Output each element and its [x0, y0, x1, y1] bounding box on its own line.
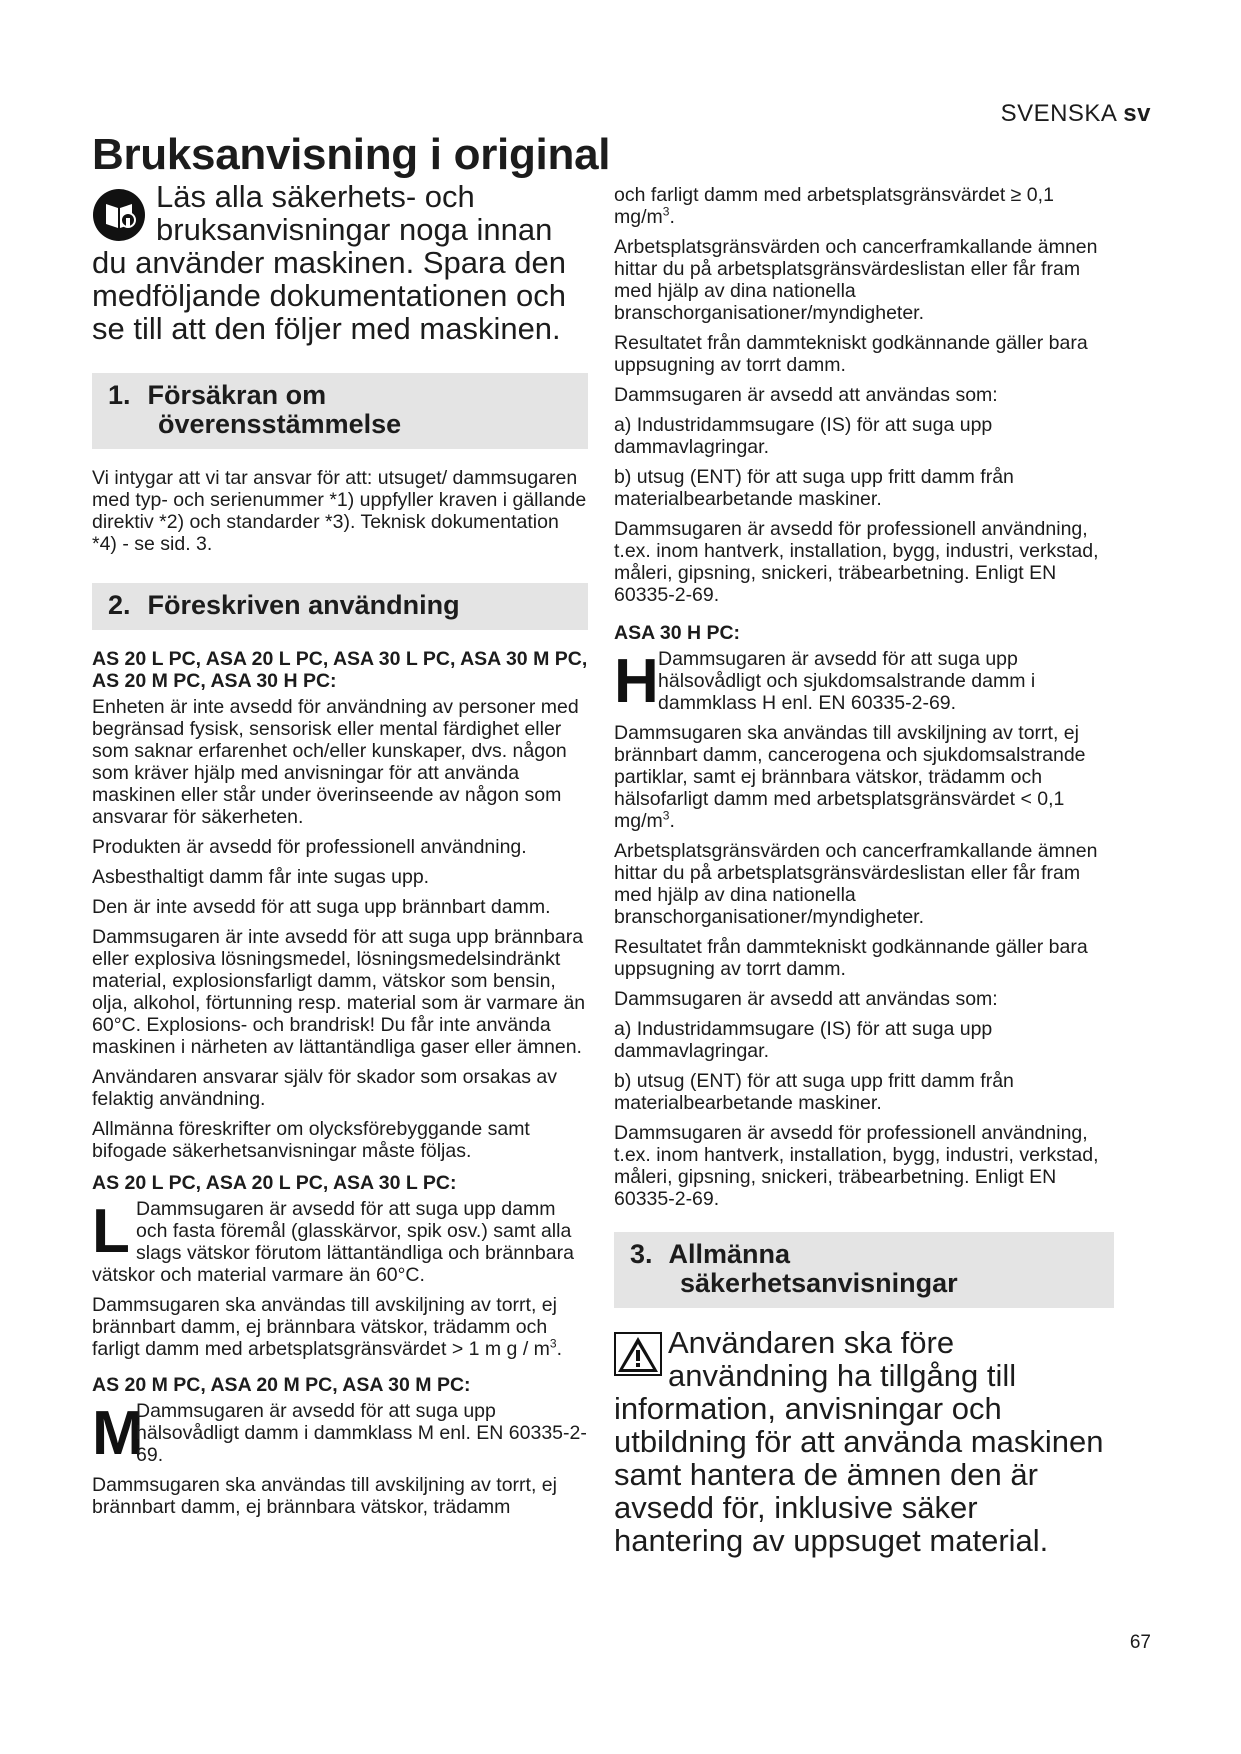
- section-2-number: 2.: [108, 590, 131, 620]
- usage-paragraph-4: Den är inte avsedd för att suga upp brännbart damm.: [92, 896, 551, 918]
- section-3-title-line2: säkerhetsanvisningar: [680, 1268, 958, 1298]
- h-use-option-a: a) Industridammsugare (IS) för att suga upp dammavlagringar.: [614, 1018, 993, 1062]
- m-class-superscript: 3: [662, 204, 670, 219]
- l-class-paragraph-2-text: Dammsugaren ska användas till avskiljning av torrt, ej brännbart damm, ej brännbara vätskor, trädamm och farligt damm med arbetsplatsgränsvärdet > 1 m g / m: [92, 1294, 557, 1360]
- language-header: [1001, 100, 1151, 128]
- section-1-title-line1: Försäkran om: [147, 380, 327, 410]
- usage-paragraph-1: Enheten är inte avsedd för användning av personer med begränsad fysisk, sensorisk eller mental färdighet eller som saknar erfarenhet och/eller kunskaper, dvs. någon som kräver hjälp med anvisningar för att använda maskinen eller står under överinseende av någon som ansvarar för säkerheten.: [92, 696, 579, 828]
- usage-paragraph-3: Asbesthaltigt damm får inte sugas upp.: [92, 866, 430, 888]
- m-class-paragraph-2: Dammsugaren ska användas till avskiljning av torrt, ej brännbart damm, ej brännbara vätskor, trädamm: [92, 1474, 557, 1518]
- l-class-text: Dammsugaren är avsedd för att suga upp damm och fasta föremål (glasskärvor, spik osv.) samt alla slags vätskor förutom lättantändliga och brännbara vätskor och material varmare än 60°C.: [92, 1198, 574, 1286]
- section-1-heading: [92, 373, 588, 449]
- h-class-block: [614, 648, 1114, 714]
- h-professional-use-paragraph: Dammsugaren är avsedd för professionell användning, t.ex. inom hantverk, installation, bygg, industri, verkstad, måleri, gipsning, snickeri, träbearbetning. Enligt EN 60335-2-69.: [614, 1122, 1099, 1210]
- declaration-text: Vi intygar att vi tar ansvar för att: utsuget/ dammsugaren med typ- och serienummer *1) uppfyller kraven i gällande direktiv *2) och standarder *3). Teknisk dokumentation *4) - se sid. 3.: [92, 467, 587, 555]
- left-column: [92, 180, 588, 1526]
- professional-use-paragraph: Dammsugaren är avsedd för professionell användning, t.ex. inom hantverk, installation, bygg, industri, verkstad, måleri, gipsning, snickeri, träbearbetning. Enligt EN 60335-2-69.: [614, 518, 1099, 606]
- h-class-paragraph-2-text: Dammsugaren ska användas till avskiljning av torrt, ej brännbart damm, cancerogena och sjukdomsalstrande partiklar, samt ej brännbara vätskor, trädamm och hälsofarligt damm med arbetsplatsgränsvärdet < 0,1 mg/m: [614, 722, 1086, 832]
- m-class-text: Dammsugaren är avsedd för att suga upp hälsovådligt damm i dammklass M enl. EN 60335-2-69.: [136, 1400, 587, 1466]
- section-2-title: Föreskriven användning: [147, 590, 460, 620]
- usage-paragraph-2: Produkten är avsedd för professionell användning.: [92, 836, 527, 858]
- m-class-icon: M: [92, 1399, 144, 1468]
- section-1-title-line2: överensstämmelse: [158, 409, 402, 439]
- models-all-heading: AS 20 L PC, ASA 20 L PC, ASA 30 L PC, ASA 30 M PC, AS 20 M PC, ASA 30 H PC:: [92, 648, 588, 692]
- section-3-number: 3.: [630, 1239, 653, 1269]
- language-label: SVENSKA: [1000, 100, 1117, 127]
- m-class-block: [92, 1400, 588, 1466]
- use-option-b: b) utsug (ENT) för att suga upp fritt damm från materialbearbetande maskiner.: [614, 466, 1014, 510]
- section-1-number: 1.: [108, 380, 131, 410]
- h-use-option-b: b) utsug (ENT) för att suga upp fritt damm från materialbearbetande maskiner.: [614, 1070, 1014, 1114]
- limit-values-paragraph: Arbetsplatsgränsvärden och cancerframkallande ämnen hittar du på arbetsplatsgränsvärdeslistan eller får fram med hjälp av dina nationella branschorganisationer/myndigheter.: [614, 236, 1098, 324]
- safety-warning: [614, 1326, 1114, 1557]
- h-approval-paragraph: Resultatet från dammtekniskt godkännande gäller bara uppsugning av torrt damm.: [614, 936, 1088, 980]
- h-class-text: Dammsugaren är avsedd för att suga upp hälsovådligt och sjukdomsalstrande damm i dammklass H enl. EN 60335-2-69.: [658, 648, 1036, 714]
- page-number: 67: [1129, 1632, 1151, 1653]
- h-class-icon: H: [614, 647, 659, 716]
- m-class-continued-text: och farligt damm med arbetsplatsgränsvärdet ≥ 0,1 mg/m: [614, 184, 1054, 228]
- intended-use-paragraph: Dammsugaren är avsedd att användas som:: [614, 384, 998, 406]
- section-3-title-line1: Allmänna: [668, 1239, 791, 1269]
- m-class-continued-end: .: [669, 206, 675, 228]
- language-code: sv: [1123, 100, 1151, 127]
- m-class-models-heading: AS 20 M PC, ASA 20 M PC, ASA 30 M PC:: [92, 1374, 471, 1396]
- usage-paragraph-5: Dammsugaren är inte avsedd för att suga upp brännbara eller explosiva lösningsmedel, lösningsmedelsindränkt material, explosionsfarligt damm, vätskor som bensin, olja, alkohol, förtunning resp. material som är varmare än 60°C. Explosions- och brandrisk! Du får inte använda maskinen i närheten av lättantändliga gaser eller ämnen.: [92, 926, 586, 1058]
- safety-warning-text: Användaren ska före användning ha tillgång till information, anvisningar och utbildning för att använda maskinen samt hantera de ämnen den är avsedd för, inklusive säker hantering av uppsuget material.: [614, 1325, 1104, 1558]
- read-manual-icon: [92, 188, 146, 242]
- section-3-heading: [614, 1232, 1114, 1308]
- intro-text: Läs alla säkerhets- och bruksanvisningar noga innan du använder maskinen. Spara den medföljande dokumentationen och se till att den följer med maskinen.: [92, 179, 566, 346]
- l-class-icon: L: [92, 1197, 130, 1266]
- usage-paragraph-7: Allmänna föreskrifter om olycksförebyggande samt bifogade säkerhetsanvisningar måste följas.: [92, 1118, 530, 1162]
- intro-paragraph: [92, 180, 588, 345]
- l-class-models-heading: AS 20 L PC, ASA 20 L PC, ASA 30 L PC:: [92, 1172, 457, 1194]
- h-intended-use-paragraph: Dammsugaren är avsedd att användas som:: [614, 988, 998, 1010]
- h-class-paragraph-2-end: .: [669, 810, 675, 832]
- l-class-paragraph-2: [92, 1294, 588, 1360]
- usage-paragraph-6: Användaren ansvarar själv för skador som orsakas av felaktig användning.: [92, 1066, 557, 1110]
- use-option-a: a) Industridammsugare (IS) för att suga upp dammavlagringar.: [614, 414, 993, 458]
- section-2-heading: [92, 583, 588, 630]
- l-class-block: [92, 1198, 588, 1286]
- h-class-models-heading: ASA 30 H PC:: [614, 622, 741, 644]
- h-limit-values-paragraph: Arbetsplatsgränsvärden och cancerframkallande ämnen hittar du på arbetsplatsgränsvärdeslistan eller får fram med hjälp av dina nationella branschorganisationer/myndigheter.: [614, 840, 1098, 928]
- right-column: [614, 184, 1114, 1557]
- page-title: Bruksanvisning i original: [92, 130, 611, 179]
- approval-paragraph: Resultatet från dammtekniskt godkännande gäller bara uppsugning av torrt damm.: [614, 332, 1088, 376]
- h-class-superscript: 3: [662, 808, 670, 823]
- l-class-superscript: 3: [549, 1336, 557, 1351]
- warning-icon: [614, 1332, 662, 1376]
- m-class-continued: [614, 184, 1114, 228]
- h-class-paragraph-2: [614, 722, 1114, 832]
- l-class-paragraph-2-end: .: [556, 1338, 563, 1360]
